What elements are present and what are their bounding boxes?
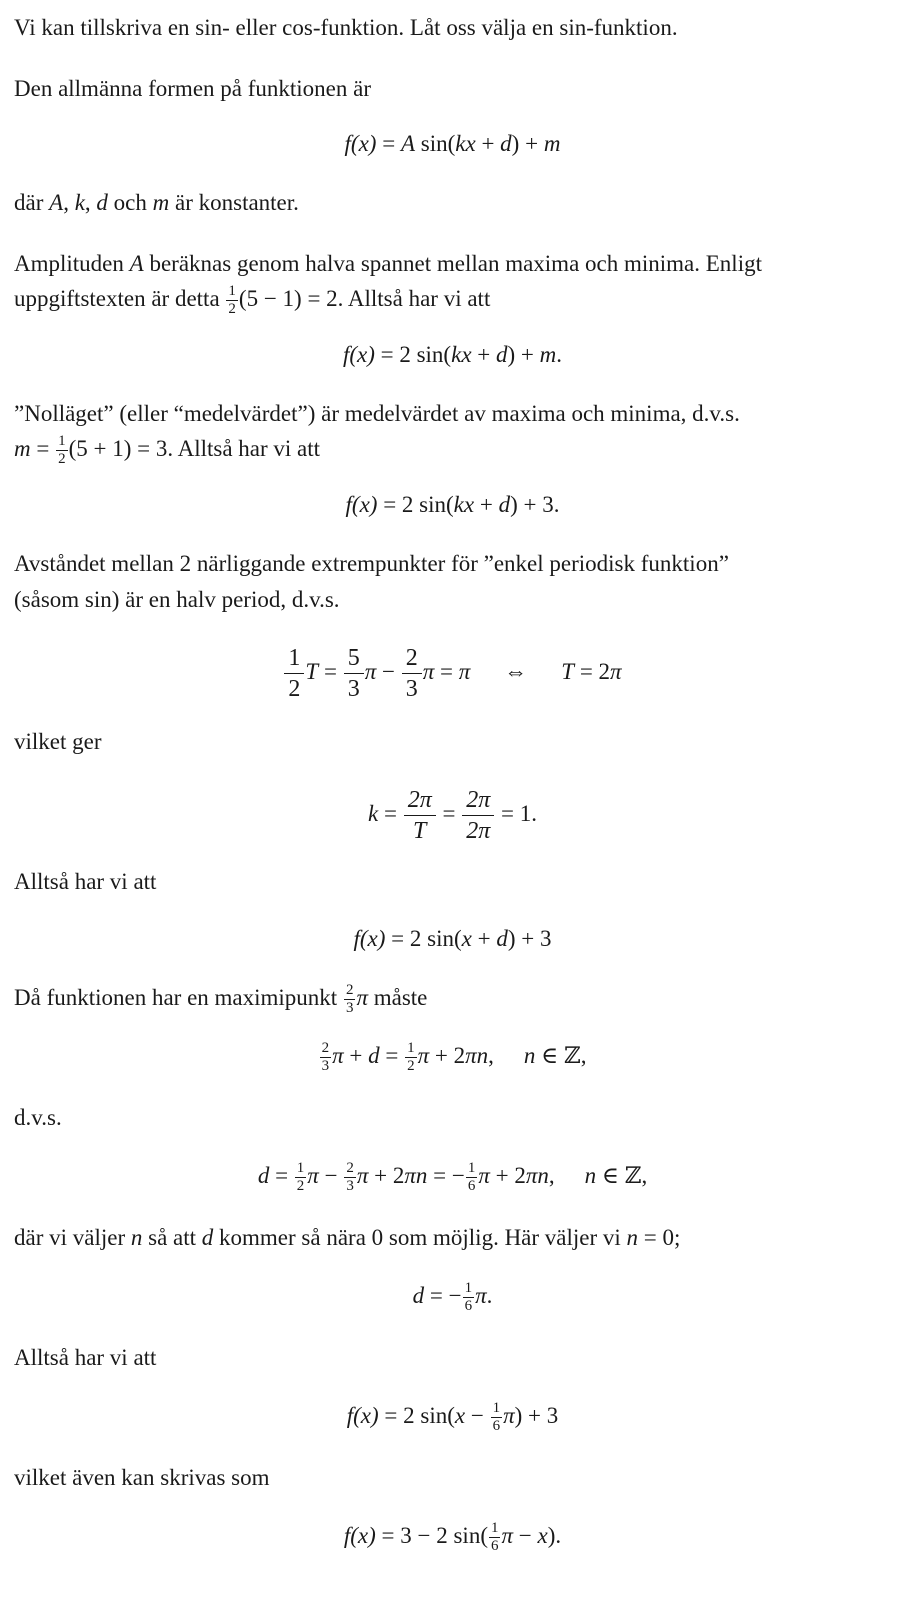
text: Avståndet mellan 2 närliggande extrempunkter för ”enkel periodisk funktion” — [14, 551, 729, 576]
op: = 3 − 2 sin( — [375, 1523, 488, 1548]
op: ) + — [511, 131, 544, 156]
text: där — [14, 190, 50, 215]
fraction — [489, 1521, 501, 1554]
var-d: d — [368, 1043, 380, 1068]
var-d: d — [412, 1283, 425, 1308]
equation-phase-condition — [0, 1036, 905, 1076]
fx: f(x) — [353, 926, 386, 951]
denominator: 3 — [346, 1178, 354, 1195]
op: . — [556, 342, 563, 367]
paragraph-general-form — [14, 71, 885, 106]
pi: π — [364, 658, 377, 684]
fraction — [344, 644, 364, 703]
text: Den allmänna formen på funktionen är — [14, 76, 372, 101]
var-n: n — [584, 1163, 597, 1188]
op: . — [486, 1283, 493, 1308]
text: uppgiftstexten är detta — [14, 286, 226, 311]
numerator: 1 — [407, 1040, 415, 1057]
op: = — [436, 800, 462, 826]
paragraph-intro — [14, 10, 885, 45]
paragraph-amplitude-line2 — [14, 281, 885, 317]
var-m: m — [14, 436, 31, 461]
numerator: 1 — [284, 644, 304, 674]
op: = 2 sin( — [378, 1403, 455, 1428]
text: = 0; — [638, 1225, 681, 1250]
op: = − — [427, 1163, 465, 1188]
denominator: 6 — [492, 1418, 501, 1435]
equation-k-substituted — [0, 919, 905, 959]
numerator: 5 — [344, 644, 364, 674]
paragraph-constants — [14, 185, 885, 220]
denominator: 2π — [466, 818, 491, 844]
pi: π — [307, 1163, 319, 1188]
paragraph-thus2 — [14, 1340, 885, 1375]
op: , — [488, 1043, 494, 1068]
text: måste — [367, 985, 428, 1010]
text: Alltså har vi att — [14, 1345, 157, 1370]
op: − — [513, 1523, 538, 1548]
equation-k — [0, 786, 905, 845]
iff-symbol: ⇔ — [504, 658, 528, 684]
text: , — [63, 190, 75, 215]
pi: π — [475, 1283, 487, 1308]
pi-n: πn — [525, 1163, 549, 1188]
numerator: 1 — [492, 1400, 501, 1417]
var-n: n — [523, 1043, 536, 1068]
denominator: 3 — [321, 1058, 330, 1075]
denominator: T — [413, 818, 427, 844]
op: + — [471, 926, 497, 951]
paragraph-amplitude-line1 — [14, 246, 885, 281]
paragraph-ie — [14, 1100, 885, 1135]
op: + — [474, 492, 499, 517]
text: Amplituden — [14, 251, 130, 276]
op: + — [471, 342, 497, 367]
fraction — [405, 1041, 417, 1074]
text: (såsom sin) är en halv period, d.v.s. — [14, 587, 340, 612]
op: ) + 3 — [514, 1403, 559, 1428]
denominator: 3 — [345, 1000, 354, 1017]
paragraph-maximum — [14, 980, 885, 1016]
paragraph-gives — [14, 724, 885, 759]
var-m: m — [152, 190, 170, 215]
var-A: A — [49, 190, 64, 215]
var-d: d — [496, 342, 508, 367]
var-d: d — [496, 926, 508, 951]
fraction — [56, 434, 68, 467]
op: = 2 sin( — [385, 926, 462, 951]
denominator: 3 — [405, 676, 418, 702]
op: ) + 3 — [507, 926, 552, 951]
var-A: A — [400, 131, 416, 156]
expression: (5 + 1) = 3 — [68, 436, 168, 461]
fx: f(x) — [344, 131, 377, 156]
text: ”Nolläget” (eller “medelvärdet”) är medelvärdet av maxima och minima, d.v.s. — [14, 401, 740, 426]
numerator: 2 — [321, 1040, 330, 1057]
var-n: n — [130, 1225, 143, 1250]
var-x: x — [537, 1523, 548, 1548]
pi: π — [503, 1403, 515, 1428]
op: = — [376, 131, 401, 156]
text: d.v.s. — [14, 1105, 62, 1130]
pi-n: πn — [465, 1043, 489, 1068]
text: . Alltså har vi att — [167, 436, 321, 461]
op: = — [30, 436, 56, 461]
fraction — [402, 644, 422, 703]
fraction — [320, 1041, 332, 1074]
numerator: 1 — [464, 1280, 473, 1297]
var-k: k — [74, 190, 85, 215]
op: ) + 3. — [510, 492, 560, 517]
fraction — [295, 1161, 307, 1194]
op: = 2 — [574, 658, 611, 684]
paragraph-choose-n — [14, 1220, 885, 1255]
var-kx: kx — [453, 492, 475, 517]
fx: f(x) — [346, 1403, 379, 1428]
op: = − — [424, 1283, 462, 1308]
var-x: x — [454, 1403, 466, 1428]
op: − — [318, 1163, 344, 1188]
equation-final — [0, 1396, 905, 1436]
op: = 2 sin( — [377, 492, 454, 517]
numerator: 1 — [490, 1520, 499, 1537]
var-d: d — [500, 131, 512, 156]
op: = — [379, 1043, 405, 1068]
pi: π — [356, 985, 368, 1010]
fraction — [491, 1401, 503, 1434]
op: + 2 — [429, 1043, 466, 1068]
pi: π — [610, 658, 622, 684]
var-x: x — [461, 926, 472, 951]
expression: (5 − 1) = 2 — [238, 286, 338, 311]
fraction — [466, 1161, 478, 1194]
text: Vi kan tillskriva en sin- eller cos-funktion. Låt oss välja en sin-funktion. — [14, 15, 678, 40]
op: + — [475, 131, 501, 156]
equation-alternative — [0, 1516, 905, 1556]
op: + 2 — [368, 1163, 405, 1188]
denominator: 2 — [407, 1058, 415, 1075]
numerator: 2π — [404, 786, 436, 816]
numerator: 1 — [58, 433, 66, 450]
fraction — [284, 644, 304, 703]
fraction — [462, 786, 494, 845]
var-m: m — [539, 342, 557, 367]
paragraph-period-line1 — [14, 546, 885, 581]
paragraph-midline-line2 — [14, 431, 885, 467]
var-d: d — [96, 190, 108, 215]
text: och — [107, 190, 153, 215]
sin: sin( — [415, 131, 456, 156]
equation-d-value — [0, 1276, 905, 1316]
text: kommer så nära 0 som möjlig. Här väljer vi — [213, 1225, 627, 1250]
var-d: d — [498, 492, 511, 517]
equation-general-form — [0, 124, 905, 164]
op: , — [580, 1043, 587, 1068]
fx: f(x) — [345, 492, 378, 517]
fraction — [344, 1161, 356, 1194]
denominator: 2 — [228, 301, 236, 318]
denominator: 2 — [296, 1178, 305, 1195]
text: vilket ger — [14, 729, 102, 754]
text: Då funktionen har en maximipunkt — [14, 985, 343, 1010]
integers-symbol: ℤ — [624, 1163, 642, 1189]
op: ∈ — [596, 1163, 625, 1188]
numerator: 2 — [346, 1160, 354, 1177]
text: . Alltså har vi att — [337, 286, 491, 311]
pi: π — [417, 1043, 430, 1068]
pi: π — [458, 658, 471, 684]
var-kx: kx — [455, 131, 476, 156]
pi: π — [356, 1163, 369, 1188]
denominator: 6 — [467, 1178, 476, 1195]
pi: π — [501, 1523, 514, 1548]
paragraph-thus1 — [14, 864, 885, 899]
text: Alltså har vi att — [14, 869, 157, 894]
paragraph-midline-line1 — [14, 396, 885, 431]
op: = 1. — [495, 800, 537, 826]
var-T: T — [305, 658, 319, 684]
numerator: 2π — [462, 786, 494, 816]
var-d: d — [257, 1163, 270, 1188]
var-n: n — [626, 1225, 639, 1250]
denominator: 6 — [464, 1298, 473, 1315]
op: ) + — [507, 342, 540, 367]
op: = — [318, 658, 343, 684]
var-d: d — [201, 1225, 214, 1250]
op: + — [343, 1043, 369, 1068]
op: + 2 — [489, 1163, 526, 1188]
op: = — [434, 658, 459, 684]
paragraph-alternative — [14, 1460, 885, 1495]
denominator: 3 — [347, 676, 360, 702]
denominator: 6 — [490, 1538, 499, 1555]
op: = — [269, 1163, 294, 1188]
op: ∈ — [535, 1043, 564, 1068]
pi: π — [332, 1043, 344, 1068]
var-A: A — [129, 251, 144, 276]
op: ). — [547, 1523, 562, 1548]
numerator: 1 — [228, 283, 236, 300]
var-m: m — [543, 131, 561, 156]
pi: π — [422, 658, 435, 684]
var-kx: kx — [451, 342, 472, 367]
text: är konstanter. — [169, 190, 299, 215]
fraction — [463, 1281, 475, 1314]
pi: π — [478, 1163, 490, 1188]
numerator: 2 — [345, 982, 354, 999]
op: − — [465, 1403, 490, 1428]
op: , — [548, 1163, 555, 1188]
text: , — [84, 190, 97, 215]
fx: f(x) — [342, 342, 375, 367]
denominator: 2 — [58, 451, 66, 468]
text: beräknas genom halva spannet mellan maxima och minima. Enligt — [143, 251, 762, 276]
fraction — [344, 983, 356, 1016]
denominator: 2 — [288, 676, 301, 702]
fx: f(x) — [343, 1523, 376, 1548]
fraction — [404, 786, 436, 845]
text: så att — [142, 1225, 202, 1250]
op: = 2 sin( — [374, 342, 452, 367]
text: vilket även kan skrivas som — [14, 1465, 270, 1490]
numerator: 2 — [402, 644, 422, 674]
text: där vi väljer — [14, 1225, 131, 1250]
equation-midline — [0, 485, 905, 525]
numerator: 1 — [467, 1160, 476, 1177]
paragraph-period-line2 — [14, 582, 885, 617]
op: = — [378, 800, 403, 826]
op: − — [376, 658, 401, 684]
numerator: 1 — [296, 1160, 305, 1177]
equation-period — [0, 644, 905, 703]
integers-symbol: ℤ — [563, 1043, 581, 1069]
equation-amplitude — [0, 335, 905, 375]
var-k: k — [368, 800, 379, 826]
op: , — [641, 1163, 648, 1188]
var-T: T — [561, 658, 575, 684]
fraction — [226, 284, 238, 317]
equation-d-general — [0, 1156, 905, 1196]
pi-n: πn — [404, 1163, 428, 1188]
